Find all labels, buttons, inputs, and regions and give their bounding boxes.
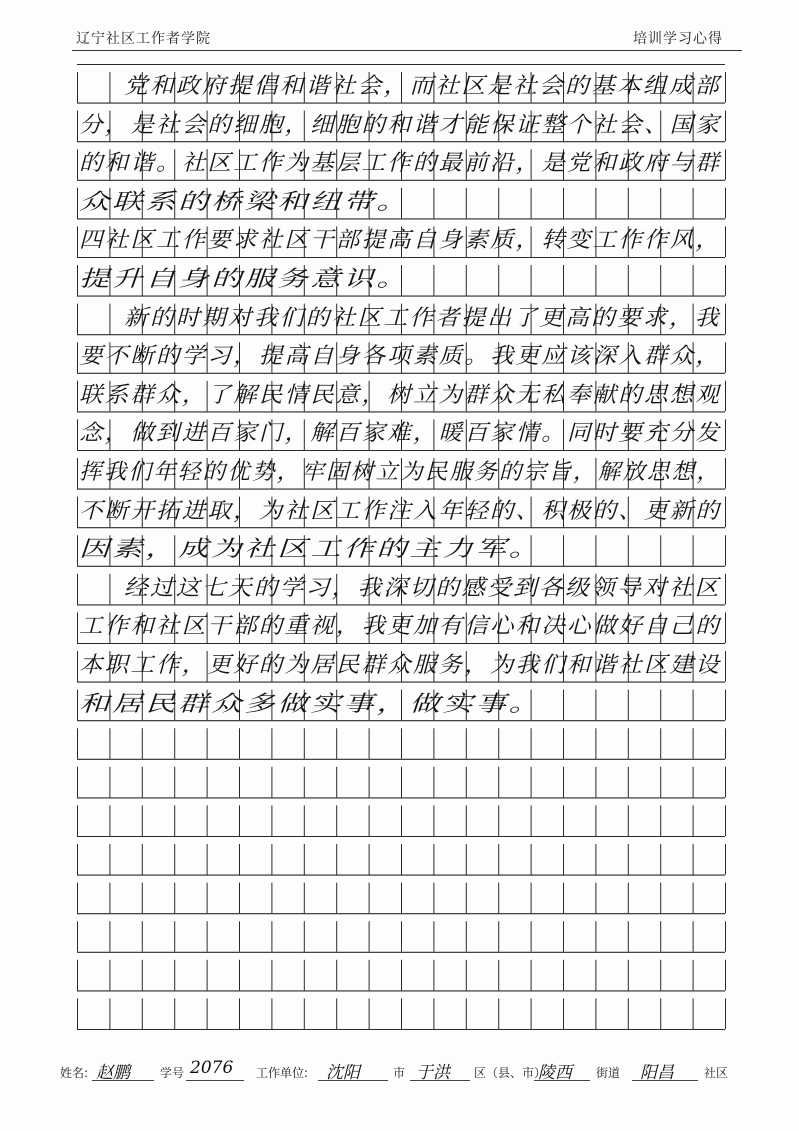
handwritten-line: 和居民群众多做实事，做实事。 [79,691,542,717]
city-value: 沈阳 [326,1063,360,1083]
handwritten-line: 因素，成为社区工作的主力军。 [79,537,542,563]
community-label: 社区 [704,1066,729,1080]
name-value: 赵鹏 [96,1063,130,1083]
handwritten-line: 分，是社会的细胞，细胞的和谐才能保证整个社会、国家 [79,112,722,138]
community-value: 阳昌 [640,1063,674,1083]
id-underline [186,1080,244,1081]
footer-info [60,1058,740,1086]
handwritten-line: 众联系的桥梁和纽带。 [79,189,410,215]
name-underline [92,1080,154,1081]
handwritten-line: 本职工作，更好的为居民群众服务，为我们和谐社区建设 [79,653,722,678]
handwritten-line: 念，做到进百家门，解百家难，暖百家情。同时要充分发 [79,421,722,447]
handwritten-line: 不断开拓进取，为社区工作注入年轻的、积极的、更新的 [79,498,722,524]
street-value: 陵西 [538,1063,572,1083]
handwritten-line: 党和政府提倡和谐社会，而社区是社会的基本组成部 [124,74,722,99]
handwritten-line: 经过这七天的学习，我深切的感受到各级领导对社区 [124,575,722,601]
id-label: 学号 [160,1066,185,1080]
header-institution: 辽宁社区工作者学院 [76,31,211,47]
city-underline [318,1080,388,1081]
handwritten-line: 四社区工作要求社区干部提高自身素质，转变工作作风， [79,228,722,254]
district-label: 区（县、市） [474,1066,547,1080]
handwritten-line: 要不断的学习，提高自身各项素质。我更应该深入群众， [79,344,722,370]
city-label: 市 [393,1066,406,1080]
handwritten-line: 挥我们年轻的优势，牢固树立为民服务的宗旨，解放思想， [79,460,722,485]
handwritten-line: 工作和社区干部的重视，我更加有信心和决心做好自己的 [79,614,722,640]
handwritten-line: 提升自身的服务意识。 [79,267,410,292]
name-label: 姓名: [60,1066,89,1080]
community-underline [632,1080,698,1081]
district-value: 于洪 [416,1063,450,1083]
street-underline [534,1080,590,1081]
handwritten-line: 联系群众，了解民情民意，树立为群众无私奉献的思想观 [79,382,722,408]
handwritten-line: 新的时期对我们的社区工作者提出了更高的要求，我 [124,305,722,331]
handwritten-line: 的和谐。社区工作为基层工作的最前沿，是党和政府与群 [79,151,722,177]
district-underline [410,1080,470,1081]
unit-label: 工作单位: [256,1066,309,1080]
header-doc-type: 培训学习心得 [633,31,723,47]
id-value: 2076 [190,1058,234,1078]
header-divider [72,50,742,51]
street-label: 街道 [596,1066,621,1080]
